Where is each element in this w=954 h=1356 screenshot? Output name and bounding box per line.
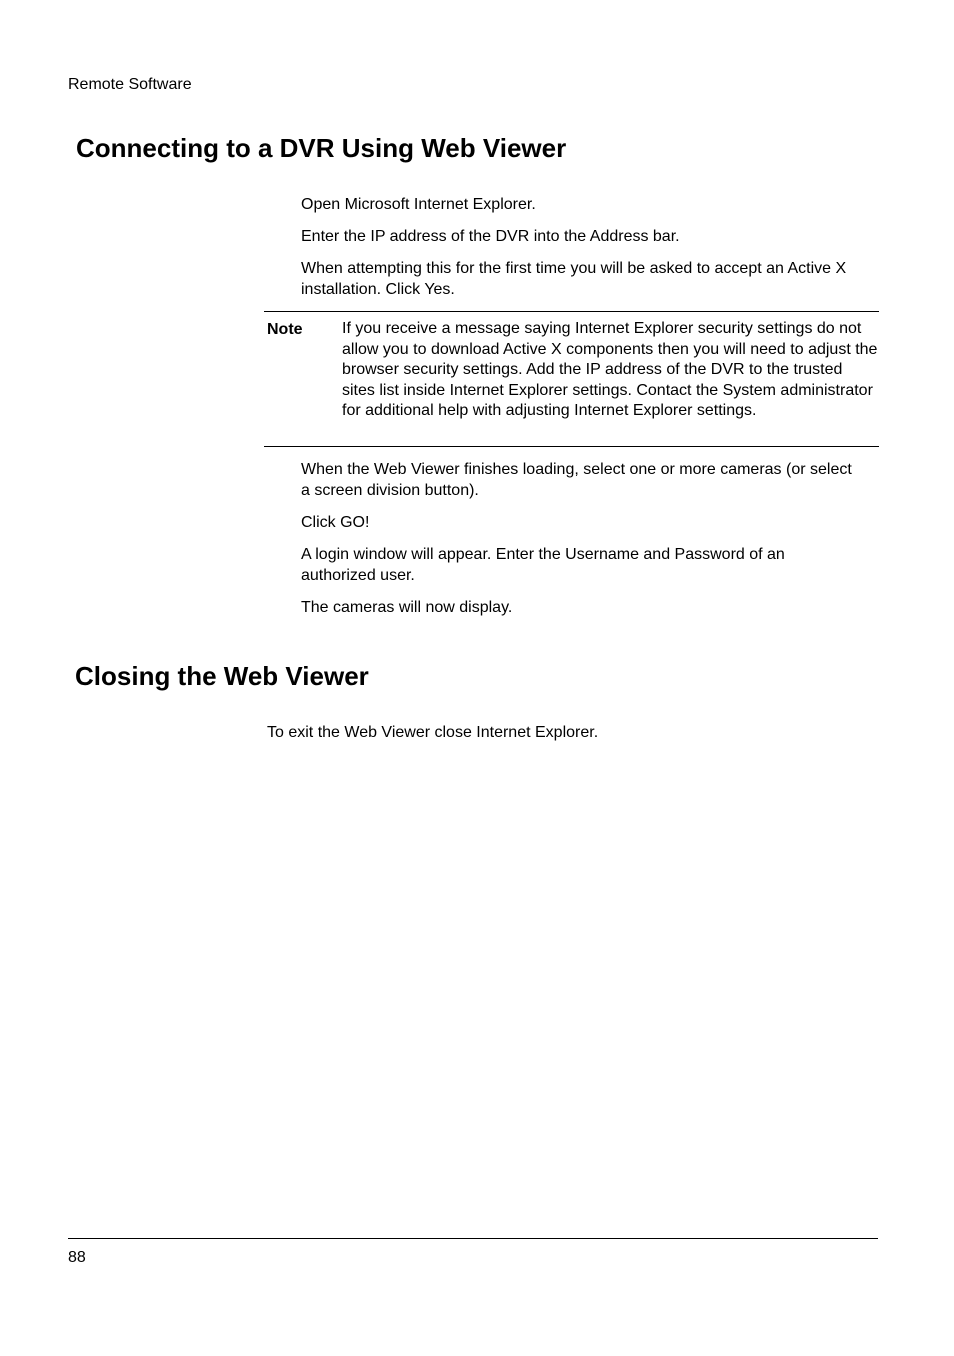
step-accept-activex: When attempting this for the first time you will be asked to accept an Active X installation. Click Yes. xyxy=(301,260,847,298)
running-header: Remote Software xyxy=(68,76,192,93)
step-select-cameras: When the Web Viewer finishes loading, select one or more cameras (or select a screen division button). xyxy=(301,461,852,499)
section-title-connecting: Connecting to a DVR Using Web Viewer xyxy=(76,133,567,163)
note-text: If you receive a message saying Internet Explorer security settings do not allow you to download Active X components then you will need to adjust the browser security settings. Add the IP address of the DVR to the trusted sites list inside Internet Explorer settings. Contact the System administrator for additional help with adjusting Internet Explorer settings. xyxy=(342,320,878,420)
step-click-go: Click GO! xyxy=(301,514,370,531)
note-label: Note xyxy=(267,321,303,338)
step-enter-ip: Enter the IP address of the DVR into the Address bar. xyxy=(301,228,680,245)
footer-divider xyxy=(68,1238,878,1239)
step-login: A login window will appear. Enter the Username and Password of an authorized user. xyxy=(301,546,785,584)
note-box xyxy=(264,311,879,447)
step-open-ie: Open Microsoft Internet Explorer. xyxy=(301,196,536,213)
step-cameras-display: The cameras will now display. xyxy=(301,599,513,616)
page-number: 88 xyxy=(68,1249,86,1266)
closing-instruction: To exit the Web Viewer close Internet Explorer. xyxy=(267,724,599,741)
section-title-closing: Closing the Web Viewer xyxy=(75,661,369,691)
